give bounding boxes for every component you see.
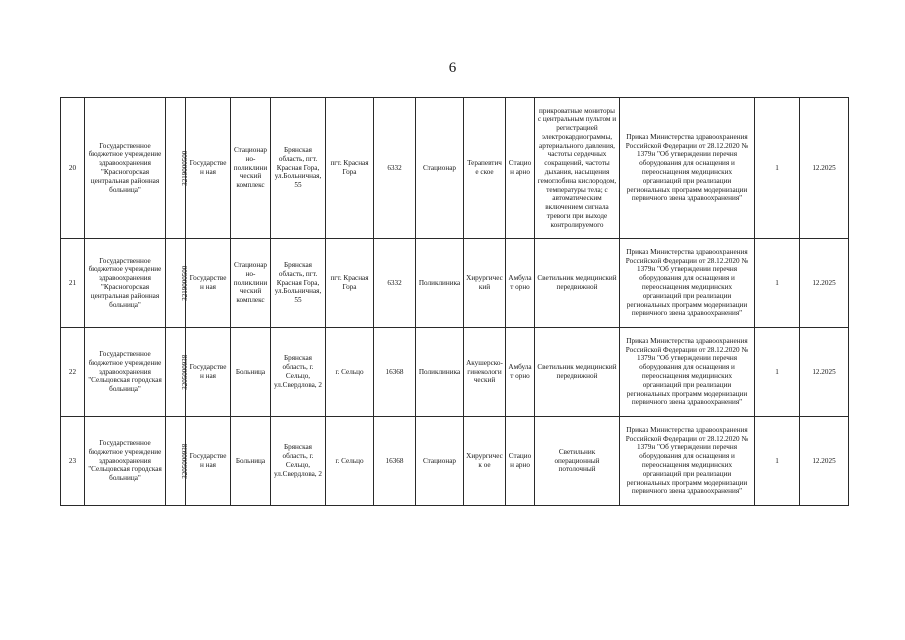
quantity: 1 [755, 417, 800, 506]
table-row [61, 98, 849, 239]
unit-type: Поликлиника [416, 239, 464, 328]
row-number: 21 [61, 239, 85, 328]
unit-type: Поликлиника [416, 328, 464, 417]
medical-profile: Хирургический [464, 239, 506, 328]
facility-type: Стационар но-поликлини ческий комплекс [231, 239, 271, 328]
ownership-form: Государствен ная [186, 417, 231, 506]
address: Брянская область, г. Сельцо, ул.Свердлова, 2 [271, 328, 326, 417]
row-number: 20 [61, 98, 85, 239]
table-row [61, 417, 849, 506]
equipment-name: Светильник медицинский передвижной [535, 239, 620, 328]
equipment-registry-table [60, 97, 849, 506]
table-row [61, 328, 849, 417]
locality-index: 6332 [374, 239, 416, 328]
organization-code: 3205000938 [166, 328, 186, 417]
ownership-form: Государствен ная [186, 98, 231, 239]
organization-name: Государственное бюджетное учреждение здравоохранения "Красногорская центральная районная больница" [85, 98, 166, 239]
regulatory-order: Приказ Министерства здравоохранения Российской Федерации от 28.12.2020 № 1379н "Об утверждении перечня оборудования для оснащения и переоснащения медицинских организаций при реализации региональных программ модернизации первичного звена здравоохранения" [620, 417, 755, 506]
address: Брянская область, г. Сельцо, ул.Свердлова, 2 [271, 417, 326, 506]
care-condition: Стацион арно [506, 417, 535, 506]
quantity: 1 [755, 239, 800, 328]
locality: г. Сельцо [326, 417, 374, 506]
address: Брянская область, пгт. Красная Гора, ул.Больничная, 55 [271, 239, 326, 328]
locality: пгт. Красная Гора [326, 98, 374, 239]
regulatory-order: Приказ Министерства здравоохранения Российской Федерации от 28.12.2020 № 1379н "Об утверждении перечня оборудования для оснащения и переоснащения медицинских организаций при реализации региональных программ модернизации первичного звена здравоохранения" [620, 328, 755, 417]
organization-name: Государственное бюджетное учреждение здравоохранения "Сельцовская городская больница" [85, 328, 166, 417]
locality-index: 16368 [374, 328, 416, 417]
regulatory-order: Приказ Министерства здравоохранения Российской Федерации от 28.12.2020 № 1379н "Об утверждении перечня оборудования для оснащения и переоснащения медицинских организаций при реализации региональных программ модернизации первичного звена здравоохранения" [620, 98, 755, 239]
unit-type: Стационар [416, 417, 464, 506]
locality-index: 6332 [374, 98, 416, 239]
equipment-name: Светильник операционный потолочный [535, 417, 620, 506]
organization-code: 3205000938 [166, 417, 186, 506]
locality-index: 16368 [374, 417, 416, 506]
address: Брянская область, пгт. Красная Гора, ул.Больничная, 55 [271, 98, 326, 239]
medical-profile: Хирургическ ое [464, 417, 506, 506]
facility-type: Больница [231, 328, 271, 417]
page-number: 6 [448, 60, 457, 76]
table-row [61, 239, 849, 328]
care-condition: Амбулат орно [506, 328, 535, 417]
organization-name: Государственное бюджетное учреждение здравоохранения "Красногорская центральная районная больница" [85, 239, 166, 328]
organization-code: 3219000500 [166, 239, 186, 328]
quantity: 1 [755, 328, 800, 417]
care-condition: Амбулат орно [506, 239, 535, 328]
unit-type: Стационар [416, 98, 464, 239]
medical-profile: Акушерско-гинекологический [464, 328, 506, 417]
locality: г. Сельцо [326, 328, 374, 417]
facility-type: Больница [231, 417, 271, 506]
organization-code: 3219000500 [166, 98, 186, 239]
equipment-name: Светильник медицинский передвижной [535, 328, 620, 417]
equipment-name: прикроватные мониторы с центральным пультом и регистрацией электрокардиограммы, артериального давления, частоты сердечных сокращений, частоты дыхания, насыщения гемоглобина кислородом, температуры тела; с автоматическим включением сигнала тревоги при выходе контролируемого [535, 98, 620, 239]
locality: пгт. Красная Гора [326, 239, 374, 328]
delivery-date: 12.2025 [800, 239, 849, 328]
care-condition: Стацион арно [506, 98, 535, 239]
delivery-date: 12.2025 [800, 417, 849, 506]
quantity: 1 [755, 98, 800, 239]
regulatory-order: Приказ Министерства здравоохранения Российской Федерации от 28.12.2020 № 1379н "Об утверждении перечня оборудования для оснащения и переоснащения медицинских организаций при реализации региональных программ модернизации первичного звена здравоохранения" [620, 239, 755, 328]
row-number: 23 [61, 417, 85, 506]
facility-type: Стационар но-поликлини ческий комплекс [231, 98, 271, 239]
ownership-form: Государствен ная [186, 239, 231, 328]
organization-name: Государственное бюджетное учреждение здравоохранения "Сельцовская городская больница" [85, 417, 166, 506]
medical-profile: Терапевтиче ское [464, 98, 506, 239]
ownership-form: Государствен ная [186, 328, 231, 417]
row-number: 22 [61, 328, 85, 417]
delivery-date: 12.2025 [800, 98, 849, 239]
delivery-date: 12.2025 [800, 328, 849, 417]
